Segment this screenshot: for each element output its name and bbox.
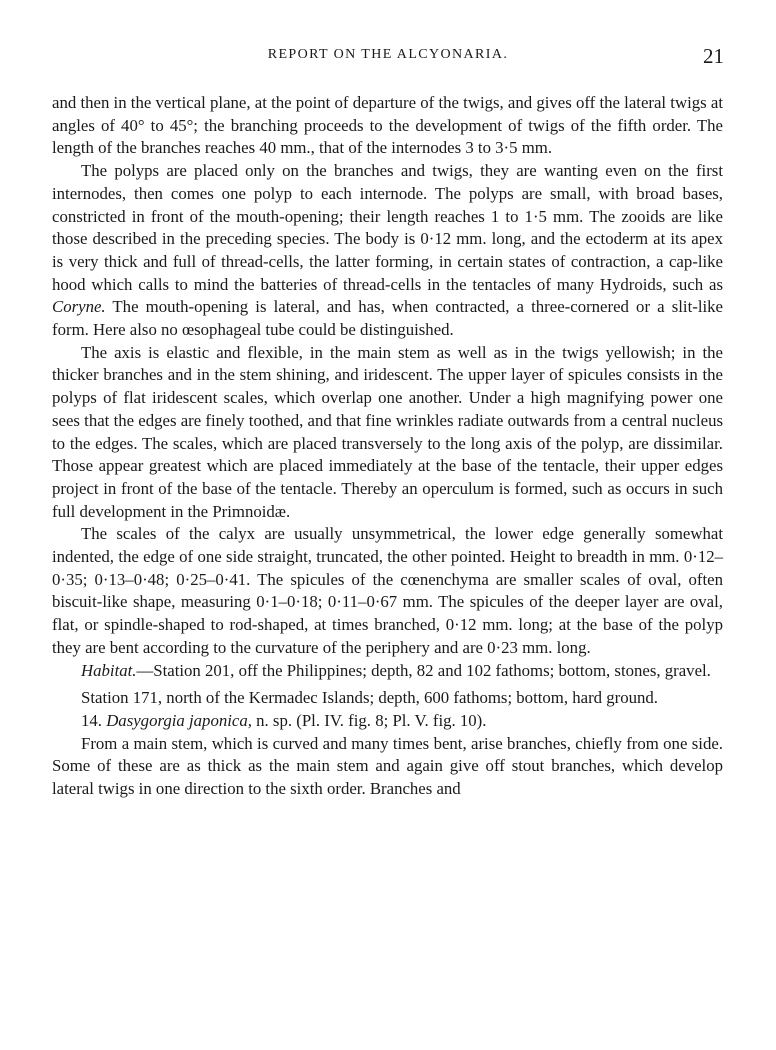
paragraph-description: From a main stem, which is curved and many times bent, arise branches, chiefly from one side. Some of these are as thick as the main stem and again give off stout branches, which develop lateral twigs in one direction to the sixth order. Branches and — [52, 733, 723, 799]
running-title: REPORT ON THE ALCYONARIA. — [267, 47, 509, 62]
paragraph-scales: The scales of the calyx are usually unsymmetrical, the lower edge generally somewhat indented, the edge of one side straight, truncated, the other pointed. Height to breadth in mm. 0·12–0·35; 0·13–0·48; 0·25–0·41. The spicules of the cœnenchyma are smaller scales of oval, often biscuit-like shape, measuring 0·1–0·18; 0·11–0·67 mm. The spicules of the deeper layer are oval, flat, or spindle-shaped to rod-shaped, at times branched, 0·12 mm. long; at the base of the polyp they are bent according to the curvature of the periphery and are 0·23 mm. long. — [52, 524, 723, 657]
species-heading — [52, 710, 723, 733]
polyps-text-part1: The polyps are placed only on the branches and twigs, they are wanting even on the first internodes, then comes one polyp to each internode. The polyps are small, with broad bases, constricted in front of the mouth-opening; their length reaches 1 to 1·5 mm. The zooids are like those described in the preceding species. The body is 0·12 mm. long, and the ectoderm at its apex is very thick and full of thread-cells, the latter forming, in certain states of contraction, a cap-like hood which calls to mind the batteries of thread-cells in the tentacles of many Hydroids, such as — [52, 161, 723, 294]
paragraph-branching: and then in the vertical plane, at the point of departure of the twigs, and gives off the lateral twigs at angles of 40° to 45°; the branching proceeds to the development of twigs of the fifth order. The length of the branches reaches 40 mm., that of the internodes 3 to 3·5 mm. — [52, 93, 723, 158]
paragraph-habitat — [52, 660, 723, 683]
genus-name-coryne: Coryne. — [52, 297, 106, 317]
paragraph-station-171: Station 171, north of the Kermadec Islands; depth, 600 fathoms; bottom, hard ground. — [81, 688, 658, 708]
species-status: n. sp. — [256, 710, 293, 730]
habitat-label: Habitat. — [81, 660, 137, 680]
paragraph-polyps — [52, 160, 723, 342]
body-text — [52, 92, 723, 801]
species-name: Dasygorgia japonica, — [106, 710, 252, 730]
page-number: 21 — [703, 44, 724, 68]
page-header — [52, 44, 724, 71]
species-number: 14. — [81, 710, 102, 730]
paragraph-axis: The axis is elastic and flexible, in the main stem as well as in the twigs yellowish; in the thicker branches and in the stem shining, and iridescent. The upper layer of spicules consists in the polyps of flat iridescent scales, which overlap one another. Under a high magnifying power one sees that the edges are finely toothed, and that fine wrinkles radiate outwards from a central nucleus to the edges. The scales, which are placed transversely to the long axis of the polyp, are dissimilar. Those appear greatest which are placed immediately at the base of the tentacle, their upper edges project in front of the base of the tentacle. Thereby an operculum is formed, such as occurs in such full development in the Primnoidæ. — [52, 342, 723, 521]
habitat-text: —Station 201, off the Philippines; depth, 82 and 102 fathoms; bottom, stones, gravel. — [136, 660, 711, 680]
polyps-text-part2: The mouth-opening is lateral, and has, when contracted, a three-cornered or a slit-like form. Here also no œsophageal tube could be distinguished. — [52, 297, 723, 340]
species-plates: (Pl. IV. fig. 8; Pl. V. fig. 10). — [296, 710, 487, 730]
